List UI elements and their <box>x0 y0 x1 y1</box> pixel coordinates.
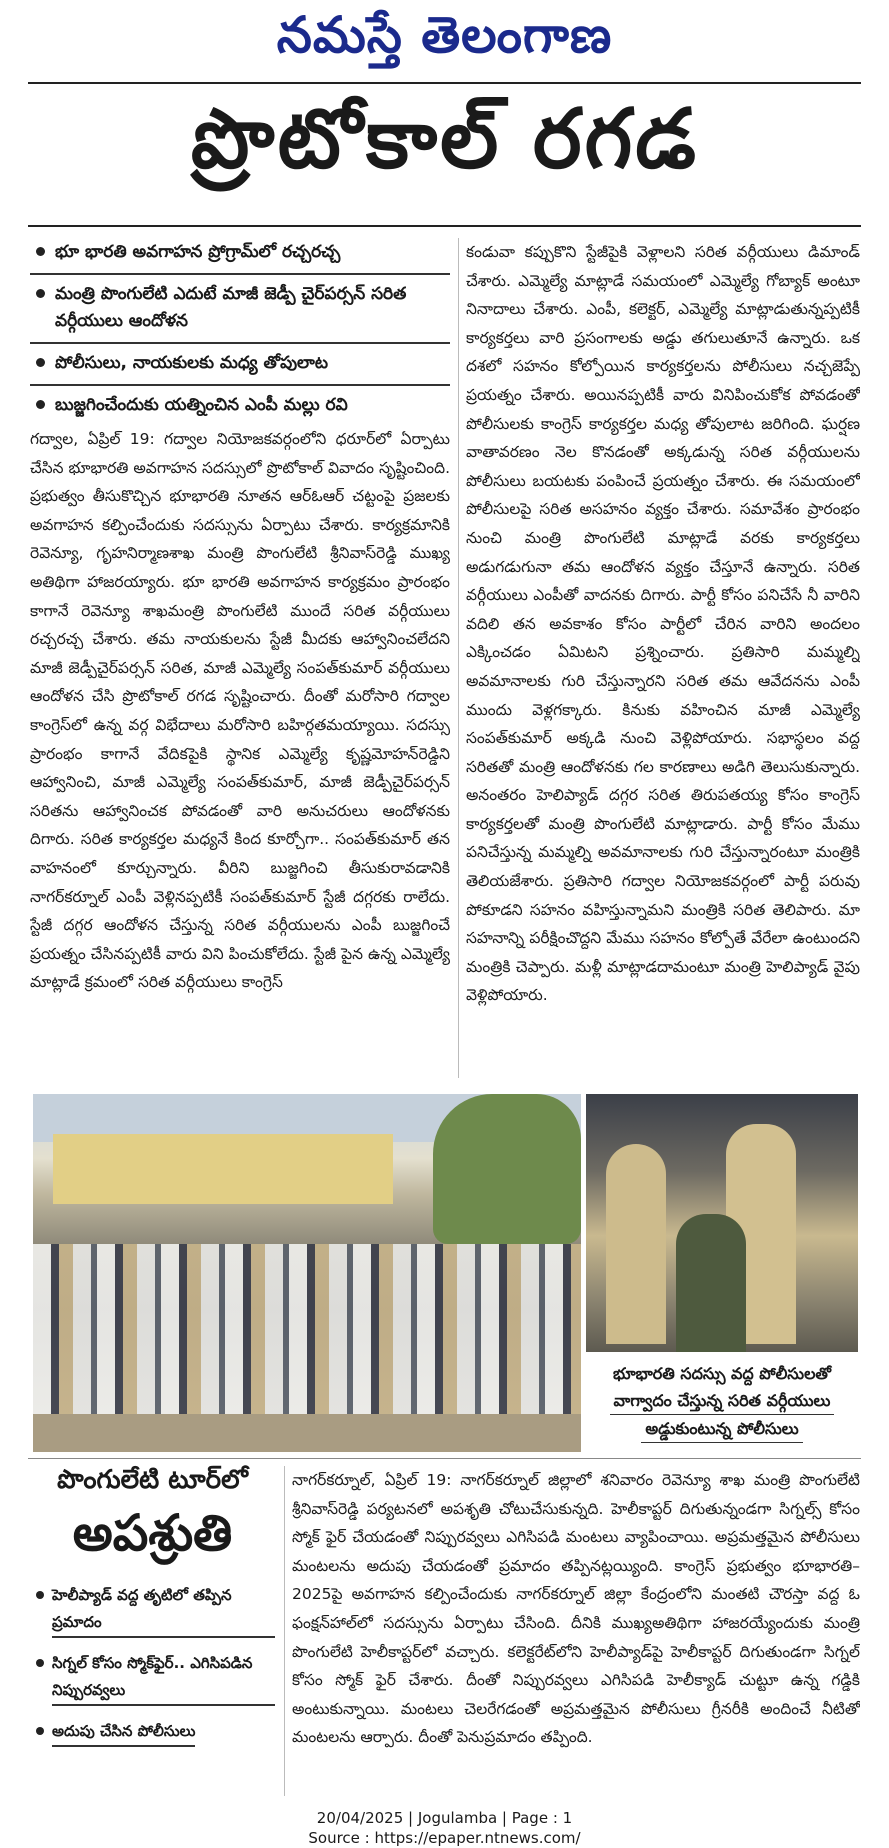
headline-text: ప్రొటోకాల్ రగడ <box>191 92 699 187</box>
highlights-list <box>30 233 450 426</box>
masthead-title: నమస్తే తెలంగాణ <box>276 6 613 64</box>
bullet-dot-icon <box>36 289 45 298</box>
second-article-headline: అపశ్రుతి <box>72 1504 233 1562</box>
bullet-dot-icon <box>36 1727 44 1735</box>
bullet-dot-icon <box>36 1591 44 1599</box>
bullet-dot-icon <box>36 400 45 409</box>
second-article-highlights <box>30 1582 275 1759</box>
footer-dateline: 20/04/2025 | Jogulamba | Page : 1 <box>316 1809 573 1827</box>
article-main-left-column: గద్వాల, ఏప్రిల్ 19: గద్వాల నియోజకవర్గంలోని ధరూర్‌లో ఏర్పాటు చేసిన భూభారతి అవగాహన సదస్సులో ప్రొటోకాల్ వివాదం సృష్టించింది. ప్రభుత్వం తీసుకొచ్చిన భూభారతి నూతన ఆర్ఓఆర్ చట్టంపై ప్రజలకు అవగాహన కల్పించేందుకు సదస్సును ఏర్పాటు చేశారు. కార్యక్రమానికి రెవెన్యూ, గృహనిర్మాణశాఖ మంత్రి పొంగులేటి శ్రీనివాస్‌రెడ్డి ముఖ్య అతిథిగా హాజరయ్యారు. భూ భారతి అవగాహన కార్యక్రమం ప్రారంభం కాగానే రెవెన్యూ శాఖమంత్రి పొంగులేటి ముందే సరిత వర్గీయులు రచ్చరచ్చ చేశారు. తమ నాయకులను స్టేజీ మీదకు ఆహ్వానించలేదని మాజీ జెడ్పీచైర్‌పర్సన్ సరిత, మాజీ ఎమ్మెల్యే సంపత్‌కుమార్ వర్గీయులు ఆందోళన చేసి ప్రొటోకాల్ రగడ సృష్టించారు. దీంతో మరోసారి గద్వాల కాంగ్రెస్‌లో ఉన్న వర్గ విభేదాలు మరోసారి బహిర్గతమయ్యాయి. సదస్సు ప్రారంభం కాగానే వేదికపైకి స్థానిక ఎమ్మెల్యే కృష్ణమోహన్‌రెడ్డిని ఆహ్వానించి, మాజీ ఎమ్మెల్యే సంపత్‌కుమార్, మాజీ జెడ్పీచైర్‌పర్సన్ సరితను ఆహ్వానించక పోవడంతో వారి అనుచరులు ఆందోళనకు దిగారు. సరిత కార్యకర్తల మధ్యనే కింద కూర్చోగా.. సంపత్‌కుమార్ తన వాహనంలో కూర్చున్నారు. వీరిని బుజ్జగించి తీసుకురావడానికి నాగర్‌కర్నూల్ ఎంపీ వెళ్లినప్పటికీ సంపత్‌కుమార్ స్టేజీ దగ్గరకు రాలేదు. స్టేజీ దగ్గర ఆందోళన చేస్తున్న సరిత వర్గీయులను ఎంపీ బుజ్జగించే ప్రయత్నం చేసినప్పటికీ వారు విని పించుకోలేదు. స్టేజీ పైన ఉన్న ఎమ్మెల్యే మాట్లాడే క్రమంలో సరిత వర్గీయులు కాంగ్రెస్ <box>30 430 450 992</box>
column-divider <box>458 238 459 1078</box>
highlight-item: మంత్రి పొంగులేటి ఎదుటే మాజీ జెడ్పీ చైర్‌పర్సన్ సరిత వర్గీయులు ఆందోళన <box>30 275 450 344</box>
highlight-item: భూ భారతి అవగాహన ప్రోగ్రామ్‌లో రచ్చరచ్చ <box>30 233 450 275</box>
article-main-right-column: కండువా కప్పుకొని స్టేజీపైకి వెళ్లాలని సరిత వర్గీయులు డిమాండ్ చేశారు. ఎమ్మెల్యే మాట్లాడే సమయంలో ఎమ్మెల్యే గోబ్యాక్ అంటూ నినాదాలు చేశారు. ఎంపీ, కలెక్టర్, ఎమ్మెల్యే మాట్లాడుతున్నప్పటికీ కార్యకర్తలు వారి ప్రసంగాలకు అడ్డు తగులుతూనే ఉన్నారు. ఒక దశలో సహనం కోల్పోయిన కార్యకర్తలను పోలీసులు నచ్చజెప్పే ప్రయత్నం చేశారు. అయినప్పటికీ వారు వినిపించుకోక పోవడంతో పోలీసులకు కాంగ్రెస్ కార్యకర్తల మధ్య తోపులాట జరిగింది. ఘర్షణ వాతావరణం నెల కొనడంతో అక్కడున్న సరిత వర్గీయులను పోలీసులు బయటకు పంపించే ప్రయత్నం చేశారు. ఈ సమయంలో పోలీసులపై సరిత అసహనం వ్యక్తం చేశారు. సమావేశం ప్రారంభం నుంచి మంత్రి పొంగులేటి మాట్లాడే వరకు కార్యకర్తలు అడుగడుగునా తమ ఆందోళన వ్యక్తం చేస్తూనే ఉన్నారు. సరిత వర్గీయులు ఎంపీతో వాదనకు దిగారు. పార్టీ కోసం పనిచేసే నీ వారిని వదిలి తన అవకాశం కోసం పార్టీలో చేరిన వారిని అందలం ఎక్కించడం ఏమిటని ప్రశ్నించారు. ప్రతిసారి మమ్మల్ని అవమానాలకు గురి చేస్తున్నారని సరిత తమ ఆవేదనను ఎంపీ ముందు వెళ్లగక్కారు. కినుకు వహించిన మాజీ ఎమ్మెల్యే సంపత్‌కుమార్ అక్కడి నుంచి వెళ్లిపోయారు. సభాస్థలం వద్ద సరితతో మంత్రి ఆందోళనకు గల కారణాలు అడిగి తెలుసుకున్నారు. అనంతరం హెలిప్యాడ్ దగ్గర సరిత తిరుపతయ్య కోసం కాంగ్రెస్ కార్యకర్తలతో మంత్రి పొంగులేటి మాట్లాడారు. పార్టీ కోసం మేము పనిచేస్తున్న మమ్మల్ని అవమానాలకు గురి చేస్తున్నారంటూ మంత్రికి తెలియజేశారు. ప్రతిసారి గద్వాల నియోజకవర్గంలో పార్టీ పరువు పోకూడని సహనం వహిస్తున్నామని మంత్రికి సరిత తెలిపారు. మా సహనాన్ని పరీక్షించొద్దని మేము సహనం కోల్పోతే వేరేలా ఉంటుందని మంత్రికి చెప్పారు. మళ్లీ మాట్లాడదామంటూ మంత్రి హెలిప్యాడ్ వైపు వెళ్లిపోయారు. <box>466 243 860 1005</box>
protest-crowd-photo <box>33 1094 581 1452</box>
highlight-item: హెలీప్యాడ్ వద్ద తృటిలో తప్పిన ప్రమాదం <box>30 1582 275 1638</box>
highlight-item: సిగ్నల్ కోసం స్మోక్‌ఫైర్.. ఎగిసిపడిన నిప్పురవ్వలు <box>30 1650 275 1706</box>
bullet-dot-icon <box>36 247 45 256</box>
page-footer <box>0 1808 889 1848</box>
second-article-kicker: పొంగులేటి టూర్‌లో <box>57 1465 248 1495</box>
highlight-item: బుజ్జగించేందుకు యత్నించిన ఎంపీ మల్లు రవి <box>30 386 450 426</box>
second-article-heading <box>30 1460 275 1566</box>
column-divider <box>284 1466 285 1796</box>
headline <box>30 92 860 207</box>
headline-rule <box>28 225 861 227</box>
highlight-item: అదుపు చేసిన పోలీసులు <box>30 1718 275 1747</box>
police-scuffle-photo <box>586 1094 858 1352</box>
highlight-item: పోలీసులు, నాయకులకు మధ్య తోపులాట <box>30 344 450 386</box>
bullet-dot-icon <box>36 1659 44 1667</box>
photo-caption: భూభారతి సదస్సు వద్ద పోలీసులతో వాగ్వాదం చేస్తున్న సరిత వర్గీయులు అడ్డుకుంటున్న పోలీసులు <box>586 1352 858 1452</box>
masthead-rule <box>28 82 861 84</box>
second-article-body: నాగర్‌కర్నూల్, ఏప్రిల్ 19: నాగర్‌కర్నూల్ జిల్లాలో శనివారం రెవెన్యూ శాఖ మంత్రి పొంగులేటి శ్రీనివాస్‌రెడ్డి పర్యటనలో అపశృతి చోటుచేసుకున్నది. హెలీకాప్టర్ దిగుతున్నండగా సిగ్నల్స్ కోసం స్మోక్ ఫైర్ చేయడంతో నిప్పురవ్వలు ఎగిసిపడి మంటలు వ్యాపించాయి. అప్రమత్తమైన పోలీసులు మంటలను అదుపు చేయడంతో ప్రమాదం తప్పినట్లయ్యింది. కాంగ్రెస్ ప్రభుత్వం భూభారతి–2025పై అవగాహన కల్పించేందుకు నాగర్‌కర్నూల్ జిల్లా కేంద్రంలోని మంతటి చౌరస్తా వద్ద ఓ ఫంక్షన్‌హాల్‌లో సదస్సును ఏర్పాటు చేసింది. దీనికి ముఖ్యఅతిథిగా హాజరయ్యేందుకు మంత్రి పొంగులేటి హెలీకాప్టర్‌లో వచ్చారు. కలెక్టరేట్‌లోని హెలీప్యాడ్‌పై హెలీకాప్టర్ దిగుతుండగా సిగ్నల్ కోసం స్మోక్ ఫైర్ చేశారు. దీంతో నిప్పురవ్వలు ఎగిసిపడి హెలీక్యాడ్ చుట్టూ ఉన్న గడ్డికి అంటుకున్నాయి. మంటలు చెలరేగడంతో అప్రమత్తమైన పోలీసులు గ్రీనరీకి అందించే నీటితో మంటలను ఆర్పారు. దీంతో పెనుప్రమాదం తప్పింది. <box>292 1471 860 1747</box>
section-rule <box>28 1458 861 1459</box>
bullet-dot-icon <box>36 358 45 367</box>
footer-source: Source : https://epaper.ntnews.com/ <box>308 1829 581 1847</box>
masthead <box>0 0 889 80</box>
